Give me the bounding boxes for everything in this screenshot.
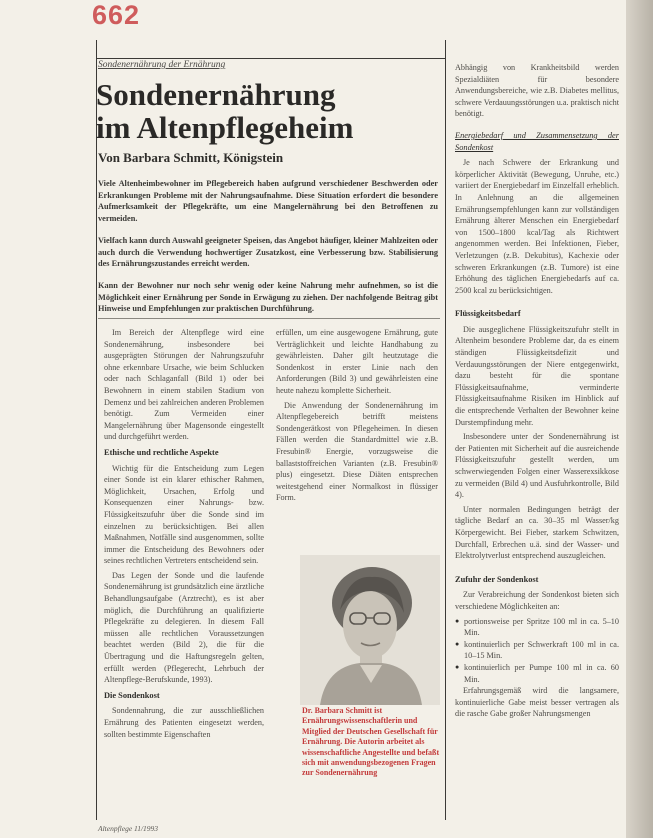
- lead-paragraph-3: Kann der Bewohner nur noch sehr wenig oder keine Nahrung mehr aufnehmen, so ist die Möglichkeit einer Ernährung per Sonde in Erwägung zu ziehen. Der nachfolgende Beitrag gibt Hinweise und Empfehlungen zur praktischen Durchführung.: [98, 281, 438, 314]
- section-label: Sondenernährung der Ernährung: [98, 60, 226, 70]
- col1-heading: Ethische und rechtliche Aspekte: [104, 447, 219, 457]
- col1-paragraph: Sondennahrung, die zur ausschließlichen Ernährung des Patienten eingesetzt werden, sollten bestimmte Eigenschaften: [104, 706, 264, 739]
- list-item: ● kontinuierlich per Pumpe 100 ml in ca. 60 Min.: [455, 662, 619, 685]
- list-item: ● kontinuierlich per Schwerkraft 100 ml in ca. 10–15 Min.: [455, 639, 619, 662]
- column-divider-left: [96, 40, 97, 820]
- column-3: [455, 62, 619, 723]
- author-portrait-image: [300, 555, 440, 705]
- title-line-1: Sondenernährung: [96, 77, 336, 112]
- col2-paragraph: erfüllen, um eine ausgewogene Ernährung, gute Verträglichkeit und leichte Handhabung zu gewährleisten. Daher gilt heutzutage die Sondenkost in erster Linie nach den Anforderungen (Bild 3) und gewährleisten eine heute nahezu komplette Sicherheit.: [276, 328, 438, 395]
- col3-paragraph: Unter normalen Bedingungen beträgt der tägliche Bedarf an ca. 30–35 ml Wasser/kg Körpergewicht. Bei Fieber, starkem Schwitzen, Durchfall, Erbrechen u.ä. sind der Wasser- und Elektrolytverlust entsprechend auszugleichen.: [455, 504, 619, 561]
- col1-paragraph: Das Legen der Sonde und die laufende Sondenernährung ist grundsätzlich eine ärztliche Behandlungsaufgabe (Arztrecht), es ist aber möglich, die Durchführung an qualifizierte Pflegekräfte zu delegieren. In diesem Fall müssen alle rechtlichen Voraussetzungen beachtet werden (Bild 2), die für die Übertragung und die Haftungsregeln gelten, erfüllt werden (Pflegerecht, Lehrbuch der Altenpflege-Berufskunde, 1993).: [104, 570, 264, 685]
- lead-paragraph-1: Viele Altenheimbewohner im Pflegebereich haben aufgrund verschiedener Beschwerden oder Erkrankungen Probleme mit der Nahrungsaufnahme. Diese Situation erfordert die besondere Aufmerksamkeit der Pflegekräfte, um eine Mangelernährung bei den Betroffenen zu vermeiden.: [98, 179, 438, 223]
- list-item: ● portionsweise per Spritze 100 ml in ca. 5–10 Min.: [455, 616, 619, 639]
- col3-heading: Flüssigkeitsbedarf: [455, 309, 521, 319]
- col3-paragraph: Die ausgeglichene Flüssigkeitszufuhr stellt in Altenheim besondere Probleme dar, da es einem ständigen Flüssigkeitsdefizit und Verdauungsstörungen der Niere entgegenwirkt, dazu besteht für die spontane Flüssigkeitsaufnahme, verminderte Flüssigkeitsaufnahme Risiken im Hinblick auf die entsprechende Verhalten der Bewohner keine Durstempfindung mehr.: [455, 324, 619, 427]
- col3-heading: Energiebedarf und Zusammensetzung der Sondenkost: [455, 130, 619, 152]
- lead-paragraph-2: Vielfach kann durch Auswahl geeigneter Speisen, das Angebot häufiger, kleiner Mahlzeiten oder auch durch die Verwendung hochwertiger Zusatzkost, eine Verbesserung bzw. Stabilisierung des Ernährungszustandes erreicht werden.: [98, 236, 438, 269]
- col1-paragraph: Im Bereich der Altenpflege wird eine Sondenernährung, insbesondere bei ausgeprägten Störungen der Nahrungszufuhr ohne erkennbare Ursache, wie beim Schlucken oder nach Schlaganfall (Bild 1) oder bei Bewohnern in einem stabilen Stadium von Demenz und bei zahlreichen anderen Problemen benötigt. Zum Vermeiden einer Mangelernährung über Magensonde eingestellt und durchgeführt werden.: [104, 328, 264, 442]
- column-divider-right: [445, 40, 446, 820]
- col3-paragraph: Abhängig von Krankheitsbild werden Spezialdiäten für besondere Anwendungsbereiche, wie z.B. Diabetes mellitus, schwere Verdauungsstörungen u.a. praktisch nicht benötigt.: [455, 63, 620, 119]
- col3-paragraph: Je nach Schwere der Erkrankung und körperlicher Aktivität (Bewegung, Unruhe, etc.) variiert der Energiebedarf im Einzelfall erheblich. In Anlehnung an die allgemeinen Ernährungsempfehlungen kann zur vollständigen Ernährung älterer Menschen ein Energiebedarf von 1500–1800 kcal/Tag als Richtwert angenommen werden. Bei Infektionen, Fieber, Verletzungen (z.B. Dekubitus), Kachexie oder schweren Erkrankungen (z.B. Tumore) ist eine Erhöhung des täglichen Energiebedarfs auf ca. 2500 kcal zu berücksichtigen.: [455, 158, 619, 295]
- col1-paragraph: Wichtig für die Entscheidung zum Legen einer Sonde ist ein klarer ethischer Rahmen, Möglichkeit, Ursachen, Erfolg und Konsequenzen einer Nahrungs- bzw. Flüssigkeitszufuhr über die Sonde sind im einzelnen zu berücksichtigen. Bei allen Maßnahmen, Notfälle sind ausgenommen, sollte immer die Entscheidung des Bewohners oder seines rechtlichen Vertreters entscheidend sein.: [104, 463, 264, 566]
- author-photo: [300, 555, 440, 705]
- col1-heading: Die Sondenkost: [104, 690, 160, 700]
- page-footer: Altenpflege 11/1993: [98, 824, 159, 833]
- article-author: Von Barbara Schmitt, Königstein: [98, 150, 284, 165]
- title-line-2: im Altenpflegeheim: [96, 110, 354, 145]
- author-photo-caption: Dr. Barbara Schmitt ist Ernährungswissenschaftlerin und Mitglied der Deutschen Gesellschaft für Ernährung. Die Autorin arbeitet als wissenschaftliche Angestellte und befaßt sich mit anwendungsbezogenen Fragen zur Sondenernährung: [302, 706, 440, 778]
- col3-paragraph: Erfahrungsgemäß wird die langsamere, kontinuierliche Gabe meist besser vertragen als die rasche Gabe großer Nahrungsmengen: [455, 686, 619, 719]
- col2-paragraph: Die Anwendung der Sondenernährung im Altenpflegebereich betrifft meistens Sondengerätkost von Pflegeheimen. In diesen Fällen werden die Standardmittel wie z.B. Fresubin® Energie, vorzugsweise die ballaststoffreichen Varianten (z.B. Fresubin® plus) eingesetzt. Diese Diäten entsprechen weitestgehend einer Normalkost in flüssiger Form.: [276, 400, 438, 503]
- page-number: 662: [92, 0, 141, 30]
- column-2: [276, 327, 438, 507]
- col3-heading: Zufuhr der Sondenkost: [455, 574, 539, 584]
- lead-separator: [98, 318, 440, 319]
- col3-paragraph: Insbesondere unter der Sondenernährung ist der Patienten mit Sicherheit auf die ausreichende Flüssigkeitszufuhr gestellt werden, um schwerwiegenden Folgen einer Wasserexsikkose zu vermeiden (Bild 4) und Ausfuhrkontrolle, Bild 4).: [455, 432, 619, 500]
- column-1: [104, 327, 264, 743]
- top-rule: [96, 58, 446, 59]
- col3-paragraph: Zur Verabreichung der Sondenkost bieten sich verschiedene Möglichkeiten an:: [455, 590, 619, 611]
- feeding-method-list: [455, 616, 619, 686]
- article-title: [96, 78, 436, 144]
- page-edge: [626, 0, 653, 838]
